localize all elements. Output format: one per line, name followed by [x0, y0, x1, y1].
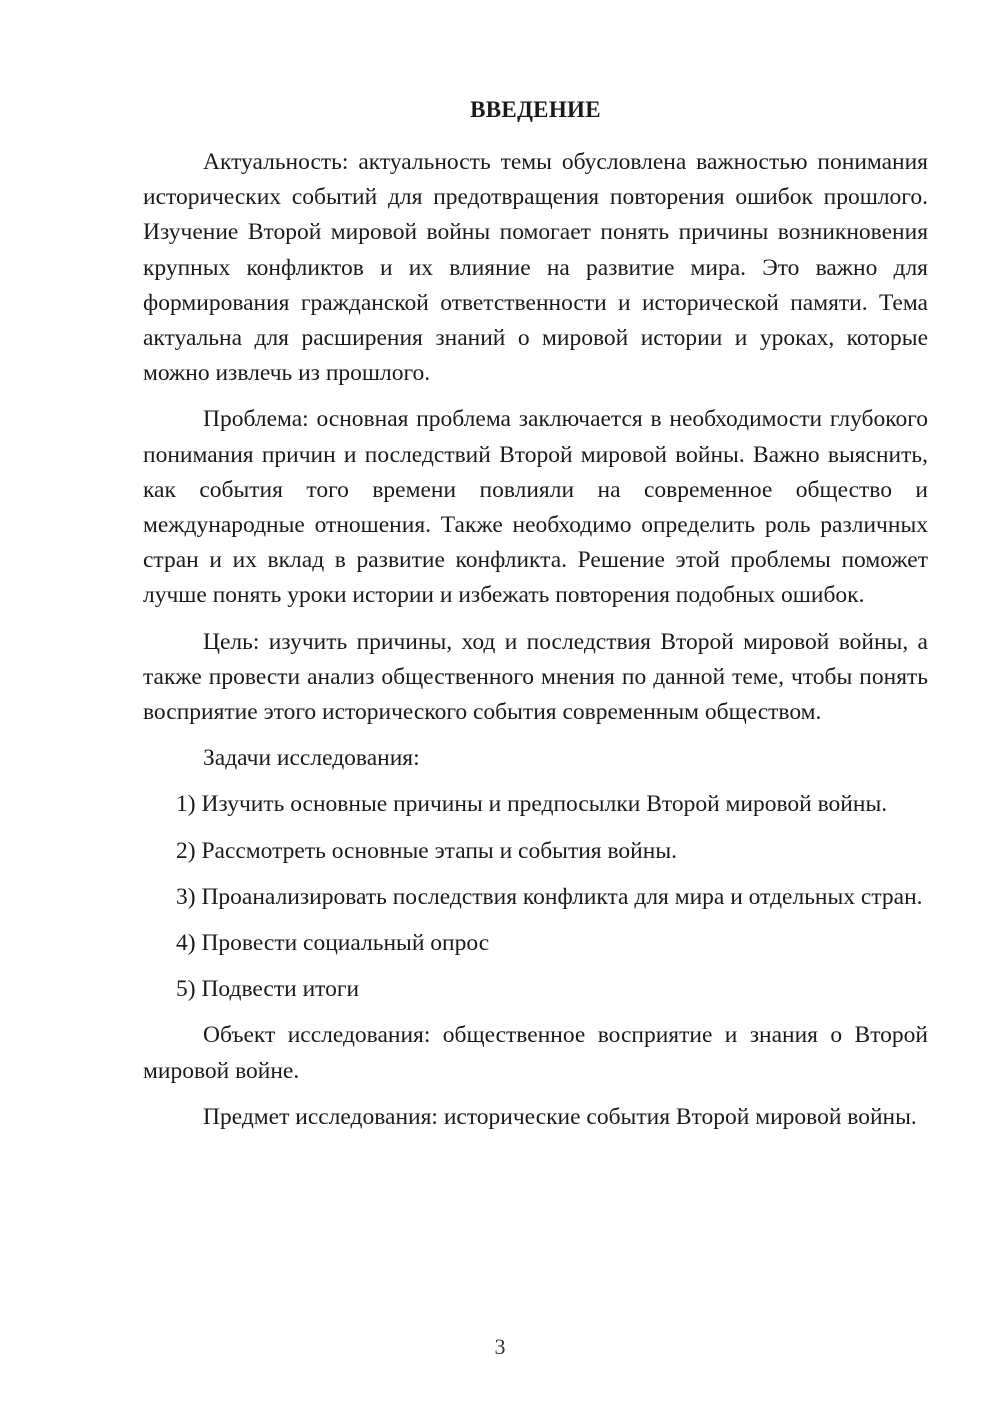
page-title: ВВЕДЕНИЕ [470, 97, 601, 122]
research-object-paragraph: Объект исследования: общественное восприятие и знания о Второй мировой войне. [143, 1022, 928, 1084]
tasks-label: Задачи исследования: [203, 745, 420, 772]
goal-paragraph: Цель: изучить причины, ход и последствия Второй мировой войны, а также провести анализ общественного мнения по данной теме, чтобы понять восприятие этого исторического события современным обществом. [143, 628, 928, 726]
task-item-1: 1) Изучить основные причины и предпосылки Второй мировой войны. [176, 791, 888, 818]
task-item-2: 2) Рассмотреть основные этапы и события войны. [176, 837, 677, 864]
task-item-4: 4) Провести социальный опрос [176, 930, 490, 957]
problem-paragraph: Проблема: основная проблема заключается в необходимости глубокого понимания причин и последствий Второй мировой войны. Важно выяснить, как события того времени повлияли на современное общество и международные отношения. Также необходимо определить роль различных стран и их вклад в развитие конфликта. Решение этой проблемы поможет лучше понять уроки истории и избежать повторения подобных ошибок. [143, 406, 928, 609]
task-item-5: 5) Подвести итоги [176, 976, 360, 1003]
page-number: 3 [494, 1334, 506, 1359]
relevance-paragraph: Актуальность: актуальность темы обусловлена важностью понимания исторических событий для предотвращения повторения ошибок прошлого. Изучение Второй мировой войны помогает понять причины возникновения крупных конфликтов и их влияние на развитие мира. Это важно для формирования гражданской ответственности и исторической памяти. Тема актуальна для расширения знаний о мировой истории и уроках, которые можно извлечь из прошлого. [143, 149, 928, 387]
task-item-3: 3) Проанализировать последствия конфликта для мира и отдельных стран. [176, 883, 923, 910]
research-subject-paragraph: Предмет исследования: исторические события Второй мировой войны. [203, 1103, 917, 1130]
page-content [143, 95, 928, 1146]
